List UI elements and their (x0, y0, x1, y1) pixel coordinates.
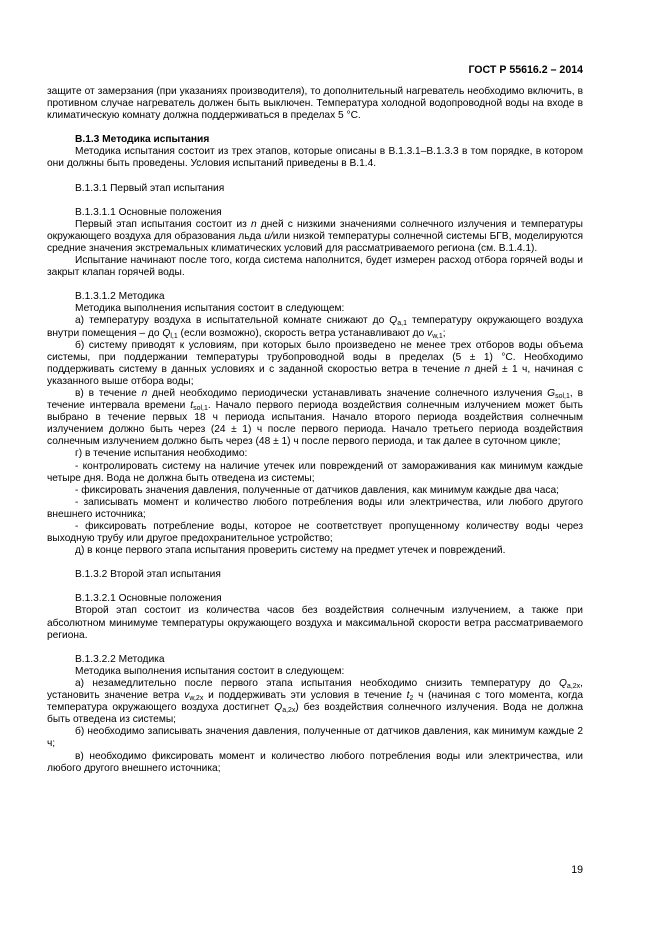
math-sub: a,1 (397, 320, 407, 328)
paragraph-method-intro-2: Методика выполнения испытания состоит в следующем: (75, 665, 345, 677)
math-var: n (141, 387, 148, 399)
math-var: G (547, 387, 556, 399)
text-span: дней необходимо периодически устанавливать значение солнечного излучения (147, 387, 548, 399)
math-var: v (184, 690, 190, 702)
page-number: 19 (571, 864, 583, 876)
section-heading-b13: В.1.3 Методика испытания (75, 134, 210, 146)
list-item-a2 (47, 678, 583, 726)
list-item-b (47, 340, 583, 388)
text-span: ) без воздействия солнечного излучения. Вода не должна быть отведена из системы; (47, 702, 583, 726)
math-var: Q (274, 702, 283, 714)
paragraph-first-stage (47, 219, 583, 255)
list-subitem: - контролировать систему на наличие утечек или повреждений от замораживания как минимум каждые четыре дня. Вода не должна быть отведена из системы; (47, 460, 583, 484)
math-var: Q (162, 327, 171, 339)
text-span: б) систему приводят к условиям, при которых было произведено не менее трех отборов воды объема системы, при поддержании температуры трубопроводной воды в пределах (5 ± 1) °С. Необходимо поддерживать систему в данных условиях и с заданной скоростью ветра в течение (47, 339, 583, 375)
text-span: температуру окружающего воздуха внутри помещения – до (47, 315, 583, 339)
document-body (47, 86, 583, 775)
paragraph-method-intro: Методика выполнения испытания состоит в следующем: (75, 303, 345, 315)
list-item-d: д) в конце первого этапа испытания проверить систему на предмет утечек и повреждений. (75, 545, 506, 557)
math-sub: a,2x (282, 707, 296, 715)
math-sub: 2 (409, 695, 414, 703)
list-item-v2: в) необходимо фиксировать момент и количество любого потребления воды или электричества, или любого другого внешнего источника; (47, 750, 583, 774)
text-span: Первый этап испытания состоит из (75, 218, 251, 230)
math-sub: sol,1 (555, 392, 570, 400)
text-span: . Начало первого периода воздействия солнечным излучением может быть выбрано в течение первых 18 ч периода испытания. Начало второго периода воздействия солнечным излучением должно быть через (24 ± 1) ч после первого периода. Начало третьего периода воздействия солнечным излучением должно быть через (48 ± 1) ч после первого периода, и так далее в суточном цикле; (47, 400, 583, 448)
section-heading-b1311: В.1.3.1.1 Основные положения (75, 206, 222, 218)
text-span: , в течение интервала времени (47, 387, 583, 412)
paragraph-continuation: защите от замерзания (при указаниях производителя), то дополнительный нагреватель необходимо включить, в противном случае нагреватель должен быть выключен. Температура холодной водопроводной воды на входе в климатическую комнату должна поддерживаться в пределах 5 °С. (47, 86, 583, 122)
text-span: ; (442, 327, 446, 339)
math-var: t (406, 690, 410, 702)
math-var: Q (389, 315, 398, 327)
math-sub: sol,1 (193, 405, 208, 413)
math-var: и/ (264, 230, 273, 242)
math-var: v (427, 327, 433, 339)
text-span: а) незамедлительно после первого этапа испытания необходимо снизить температуру до (75, 677, 559, 689)
list-subitem: - фиксировать потребление воды, которое не соответствует пропущенному количеству воды через выходную трубу или другое предохранительное устройство; (47, 521, 583, 545)
section-heading-b131: В.1.3.1 Первый этап испытания (75, 182, 225, 194)
list-subitem: - фиксировать значения давления, полученные от датчиков давления, как минимум каждые два часа; (75, 484, 559, 496)
math-sub: w,1 (432, 332, 443, 340)
text-span: дней ± 1 ч, начиная с указанного выше отбора воды; (47, 363, 583, 387)
list-item-a (47, 315, 583, 339)
text-span: дней с низкими значениями солнечного излучения и температуры окружающего воздуха для образования льда (47, 218, 583, 242)
math-var: n (464, 363, 471, 375)
math-sub: w,2x (189, 695, 204, 703)
section-heading-b1312: В.1.3.1.2 Методика (75, 291, 165, 303)
list-subitem: - записывать момент и количество любого потребления воды или электричества, или любого другого внешнего источника; (47, 496, 583, 520)
text-span: ч (начиная с того момента, когда температура окружающего воздуха достигнет (47, 690, 583, 714)
text-span: , установить значение ветра (47, 677, 583, 702)
text-span: и поддерживать эти условия в течение (203, 690, 407, 702)
math-var: t (190, 400, 194, 412)
section-heading-b132: В.1.3.2 Второй этап испытания (75, 569, 221, 581)
list-item-b2: б) необходимо записывать значения давления, полученные от датчиков давления, как минимум каждые 2 ч; (47, 726, 583, 750)
paragraph-second-stage: Второй этап состоит из количества часов без воздействия солнечным излучением, а также при абсолютном минимуме температуры окружающего воздуха и максимальной скорости ветра рассматриваемого региона. (47, 605, 583, 641)
list-item-g: г) в течение испытания необходимо: (75, 448, 248, 460)
text-span: в) в течение (75, 387, 142, 399)
section-heading-b1321: В.1.3.2.1 Основные положения (75, 593, 222, 605)
math-sub: l,1 (170, 332, 178, 340)
math-sub: a,2x (566, 682, 581, 690)
text-span: или низкой температуры солнечной системы БГВ, моделируются средние значения экстремальных климатических условий для рассматриваемого региона (см. В.1.4.1). (47, 230, 583, 254)
math-var: Q (558, 677, 567, 689)
text-span: (если возможно), скорость ветра устанавливают до (177, 327, 428, 339)
section-heading-b1322: В.1.3.2.2 Методика (75, 653, 165, 665)
paragraph-test-start: Испытание начинают после того, когда система наполнится, будет измерен расход отбора горячей воды и закрыт клапан горячей воды. (47, 255, 583, 279)
paragraph-method-overview: Методика испытания состоит из трех этапов, которые описаны в В.1.3.1–В.1.3.3 в том порядке, в котором они должны быть проведены. Условия испытаний приведены в В.1.4. (47, 146, 583, 170)
text-span: а) температуру воздуха в испытательной комнате снижают до (75, 315, 390, 327)
list-item-v (47, 388, 583, 448)
standard-header: ГОСТ Р 55616.2 – 2014 (468, 64, 583, 76)
math-var: n (250, 218, 257, 230)
